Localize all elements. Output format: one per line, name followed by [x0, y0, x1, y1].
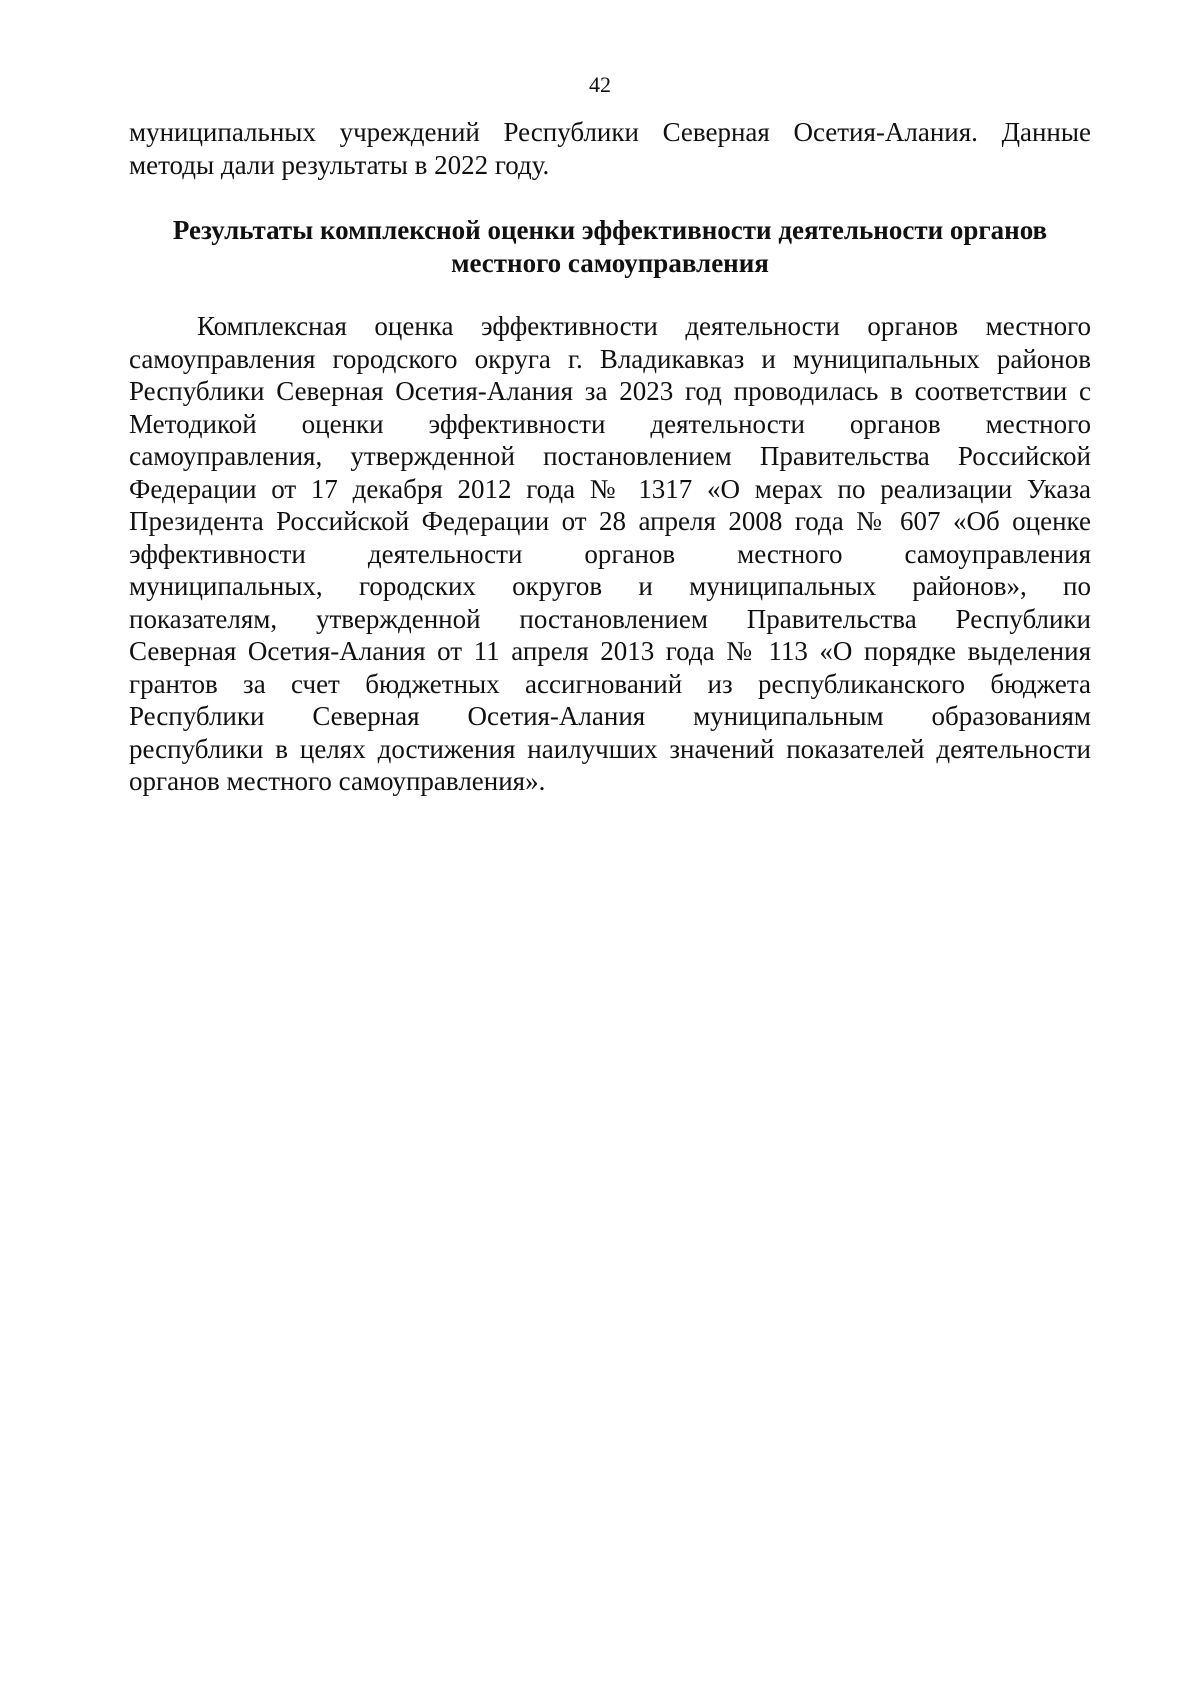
text-line: Республики Северная Осетия-Алания муниципальным образованиям	[129, 701, 1091, 731]
text-line: показателям, утвержденной постановлением Правительства Республики	[129, 603, 1091, 634]
text-line: грантов за счет бюджетных ассигнований из республиканского бюджета	[129, 668, 1091, 699]
text-line: республики в целях достижения наилучших значений показателей деятельности	[129, 733, 1091, 764]
text-line: самоуправления городского округа г. Владикавказ и муниципальных районов	[129, 343, 1091, 374]
text-line: Президента Российской Федерации от 28 апреля 2008 года № 607 «Об оценке	[129, 506, 1091, 536]
intro-paragraph	[129, 116, 1091, 181]
section-heading	[129, 214, 1091, 279]
text-line: эффективности деятельности органов местного самоуправления	[129, 538, 1091, 569]
text-line: Республики Северная Осетия-Алания за 2023 год проводилась в соответствии с	[129, 376, 1091, 406]
text-line: методы дали результаты в 2022 году.	[129, 149, 550, 180]
text-line: Федерации от 17 декабря 2012 года № 1317 «О мерах по реализации Указа	[129, 473, 1091, 504]
text-line: муниципальных учреждений Республики Северная Осетия-Алания. Данные	[129, 117, 1091, 147]
text-line: муниципальных, городских округов и муниципальных районов», по	[129, 571, 1091, 601]
heading-line: Результаты комплексной оценки эффективности деятельности органов	[172, 215, 1048, 245]
text-line: самоуправления, утвержденной постановлением Правительства Российской	[129, 441, 1091, 471]
text-line: Методикой оценки эффективности деятельности органов местного	[129, 408, 1091, 439]
text-line: Северная Осетия-Алания от 11 апреля 2013 года № 113 «О порядке выделения	[129, 636, 1091, 666]
text-line: Комплексная оценка эффективности деятельности органов местного	[197, 311, 1091, 341]
page-number: 42	[589, 72, 611, 97]
text-line: органов местного самоуправления».	[129, 766, 546, 796]
body-paragraph	[129, 310, 1091, 798]
heading-line: местного самоуправления	[451, 247, 769, 278]
